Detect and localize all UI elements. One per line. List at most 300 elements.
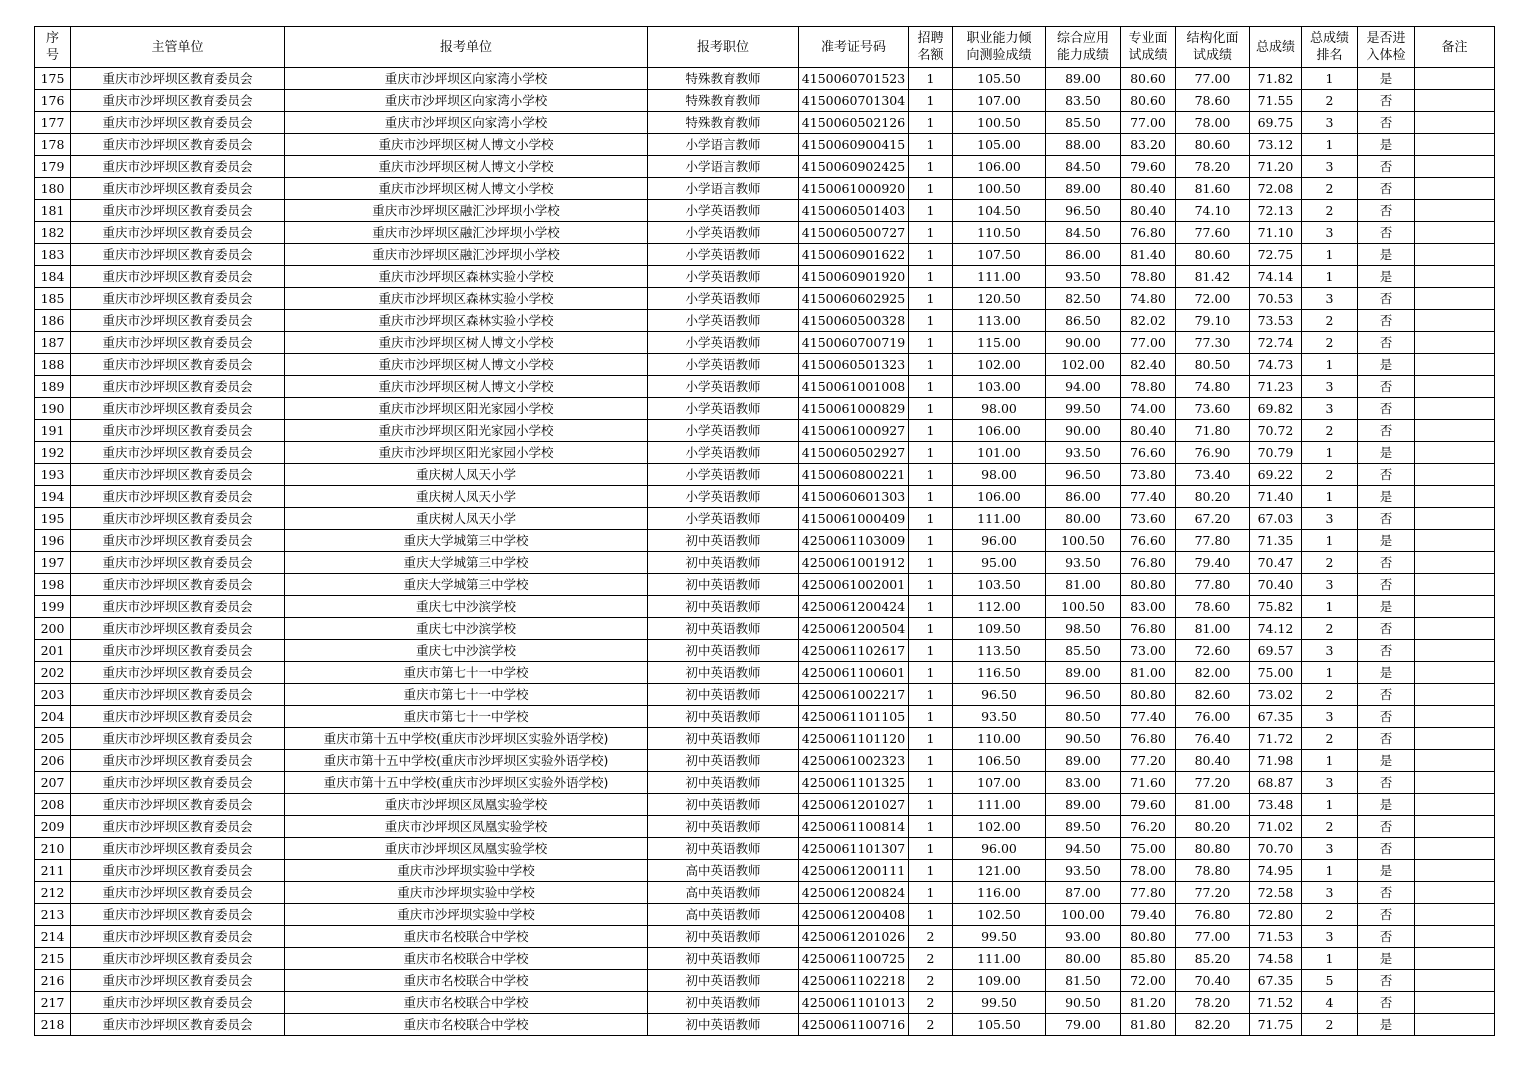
cell-unit: 重庆市沙坪坝区凤凰实验学校	[285, 794, 648, 816]
cell-remarks	[1415, 596, 1495, 618]
cell-total: 69.22	[1250, 464, 1302, 486]
cell-position: 小学英语教师	[648, 420, 799, 442]
cell-rank: 3	[1302, 574, 1358, 596]
cell-aptitude: 96.50	[953, 684, 1046, 706]
cell-professional-interview: 80.80	[1121, 926, 1176, 948]
cell-aptitude: 106.50	[953, 750, 1046, 772]
cell-ticket: 4250061100814	[799, 816, 909, 838]
cell-total: 71.53	[1250, 926, 1302, 948]
header-seq: 序 号	[35, 27, 71, 68]
cell-rank: 3	[1302, 882, 1358, 904]
cell-quota: 1	[909, 244, 953, 266]
cell-professional-interview: 73.00	[1121, 640, 1176, 662]
table-row	[35, 464, 1495, 486]
cell-aptitude: 120.50	[953, 288, 1046, 310]
cell-professional-interview: 71.60	[1121, 772, 1176, 794]
cell-structured-interview: 80.20	[1176, 486, 1250, 508]
cell-professional-interview: 80.60	[1121, 90, 1176, 112]
cell-remarks	[1415, 68, 1495, 90]
cell-comprehensive: 90.00	[1046, 420, 1121, 442]
cell-authority: 重庆市沙坪坝区教育委员会	[71, 200, 285, 222]
cell-professional-interview: 79.40	[1121, 904, 1176, 926]
cell-medical: 是	[1358, 948, 1415, 970]
cell-comprehensive: 96.50	[1046, 684, 1121, 706]
cell-seq: 175	[35, 68, 71, 90]
cell-professional-interview: 82.02	[1121, 310, 1176, 332]
cell-rank: 3	[1302, 508, 1358, 530]
cell-unit: 重庆市沙坪坝实验中学校	[285, 860, 648, 882]
cell-aptitude: 100.50	[953, 112, 1046, 134]
cell-unit: 重庆市沙坪坝区森林实验小学校	[285, 266, 648, 288]
cell-medical: 否	[1358, 200, 1415, 222]
cell-remarks	[1415, 926, 1495, 948]
table-row	[35, 574, 1495, 596]
cell-professional-interview: 78.00	[1121, 860, 1176, 882]
cell-structured-interview: 85.20	[1176, 948, 1250, 970]
cell-unit: 重庆大学城第三中学校	[285, 530, 648, 552]
cell-rank: 1	[1302, 948, 1358, 970]
cell-rank: 3	[1302, 156, 1358, 178]
cell-professional-interview: 73.80	[1121, 464, 1176, 486]
cell-seq: 183	[35, 244, 71, 266]
cell-remarks	[1415, 310, 1495, 332]
cell-medical: 否	[1358, 838, 1415, 860]
cell-total: 74.14	[1250, 266, 1302, 288]
cell-seq: 180	[35, 178, 71, 200]
header-ticket: 准考证号码	[799, 27, 909, 68]
cell-unit: 重庆市沙坪坝区阳光家园小学校	[285, 442, 648, 464]
cell-comprehensive: 100.50	[1046, 596, 1121, 618]
cell-authority: 重庆市沙坪坝区教育委员会	[71, 244, 285, 266]
cell-quota: 1	[909, 90, 953, 112]
cell-remarks	[1415, 398, 1495, 420]
cell-quota: 2	[909, 926, 953, 948]
cell-ticket: 4150061000829	[799, 398, 909, 420]
cell-aptitude: 106.00	[953, 420, 1046, 442]
cell-structured-interview: 78.20	[1176, 156, 1250, 178]
cell-ticket: 4250061101307	[799, 838, 909, 860]
cell-comprehensive: 90.50	[1046, 728, 1121, 750]
table-row	[35, 244, 1495, 266]
cell-structured-interview: 78.60	[1176, 90, 1250, 112]
cell-structured-interview: 76.90	[1176, 442, 1250, 464]
cell-rank: 3	[1302, 640, 1358, 662]
cell-comprehensive: 83.00	[1046, 772, 1121, 794]
cell-remarks	[1415, 706, 1495, 728]
cell-total: 70.47	[1250, 552, 1302, 574]
cell-total: 75.00	[1250, 662, 1302, 684]
cell-remarks	[1415, 992, 1495, 1014]
cell-quota: 1	[909, 178, 953, 200]
cell-total: 72.13	[1250, 200, 1302, 222]
cell-seq: 182	[35, 222, 71, 244]
cell-professional-interview: 81.20	[1121, 992, 1176, 1014]
cell-authority: 重庆市沙坪坝区教育委员会	[71, 706, 285, 728]
cell-total: 69.57	[1250, 640, 1302, 662]
cell-seq: 197	[35, 552, 71, 574]
table-row	[35, 376, 1495, 398]
cell-professional-interview: 81.00	[1121, 662, 1176, 684]
cell-aptitude: 111.00	[953, 508, 1046, 530]
cell-ticket: 4250061101013	[799, 992, 909, 1014]
cell-comprehensive: 96.50	[1046, 200, 1121, 222]
cell-rank: 1	[1302, 486, 1358, 508]
table-row	[35, 596, 1495, 618]
header-remarks: 备注	[1415, 27, 1495, 68]
cell-rank: 2	[1302, 1014, 1358, 1036]
cell-quota: 1	[909, 596, 953, 618]
cell-position: 小学英语教师	[648, 288, 799, 310]
cell-rank: 1	[1302, 244, 1358, 266]
cell-quota: 2	[909, 1014, 953, 1036]
cell-ticket: 4250061100716	[799, 1014, 909, 1036]
cell-total: 71.40	[1250, 486, 1302, 508]
cell-quota: 1	[909, 772, 953, 794]
cell-rank: 1	[1302, 596, 1358, 618]
cell-rank: 1	[1302, 266, 1358, 288]
score-table	[34, 26, 1495, 1036]
cell-ticket: 4250061002001	[799, 574, 909, 596]
cell-aptitude: 111.00	[953, 794, 1046, 816]
cell-remarks	[1415, 772, 1495, 794]
cell-unit: 重庆市沙坪坝区融汇沙坪坝小学校	[285, 200, 648, 222]
cell-professional-interview: 74.00	[1121, 398, 1176, 420]
cell-professional-interview: 81.40	[1121, 244, 1176, 266]
cell-remarks	[1415, 860, 1495, 882]
cell-medical: 否	[1358, 552, 1415, 574]
table-row	[35, 728, 1495, 750]
cell-remarks	[1415, 442, 1495, 464]
cell-quota: 1	[909, 134, 953, 156]
cell-unit: 重庆市沙坪坝区阳光家园小学校	[285, 420, 648, 442]
cell-total: 69.75	[1250, 112, 1302, 134]
cell-rank: 2	[1302, 310, 1358, 332]
cell-rank: 1	[1302, 354, 1358, 376]
cell-seq: 193	[35, 464, 71, 486]
cell-seq: 196	[35, 530, 71, 552]
cell-comprehensive: 93.50	[1046, 442, 1121, 464]
cell-structured-interview: 80.60	[1176, 244, 1250, 266]
cell-total: 70.72	[1250, 420, 1302, 442]
cell-authority: 重庆市沙坪坝区教育委员会	[71, 442, 285, 464]
cell-rank: 2	[1302, 200, 1358, 222]
cell-remarks	[1415, 816, 1495, 838]
cell-aptitude: 112.00	[953, 596, 1046, 618]
cell-seq: 178	[35, 134, 71, 156]
table-row	[35, 266, 1495, 288]
cell-ticket: 4250061100601	[799, 662, 909, 684]
cell-seq: 177	[35, 112, 71, 134]
cell-ticket: 4150060700719	[799, 332, 909, 354]
cell-structured-interview: 78.20	[1176, 992, 1250, 1014]
cell-position: 初中英语教师	[648, 772, 799, 794]
cell-authority: 重庆市沙坪坝区教育委员会	[71, 376, 285, 398]
cell-professional-interview: 76.60	[1121, 530, 1176, 552]
cell-unit: 重庆市沙坪坝区树人博文小学校	[285, 134, 648, 156]
cell-medical: 是	[1358, 442, 1415, 464]
cell-professional-interview: 77.20	[1121, 750, 1176, 772]
cell-rank: 2	[1302, 332, 1358, 354]
cell-professional-interview: 76.60	[1121, 442, 1176, 464]
table-row	[35, 112, 1495, 134]
cell-seq: 211	[35, 860, 71, 882]
cell-rank: 3	[1302, 112, 1358, 134]
cell-authority: 重庆市沙坪坝区教育委员会	[71, 178, 285, 200]
cell-professional-interview: 76.80	[1121, 728, 1176, 750]
table-row	[35, 816, 1495, 838]
cell-medical: 否	[1358, 464, 1415, 486]
cell-aptitude: 100.50	[953, 178, 1046, 200]
cell-aptitude: 101.00	[953, 442, 1046, 464]
cell-rank: 1	[1302, 794, 1358, 816]
cell-total: 71.35	[1250, 530, 1302, 552]
cell-medical: 是	[1358, 860, 1415, 882]
cell-medical: 否	[1358, 904, 1415, 926]
cell-rank: 3	[1302, 222, 1358, 244]
cell-quota: 1	[909, 706, 953, 728]
cell-medical: 否	[1358, 574, 1415, 596]
cell-seq: 218	[35, 1014, 71, 1036]
cell-ticket: 4150060800221	[799, 464, 909, 486]
cell-unit: 重庆市第七十一中学校	[285, 684, 648, 706]
cell-aptitude: 107.00	[953, 90, 1046, 112]
cell-seq: 192	[35, 442, 71, 464]
cell-medical: 否	[1358, 684, 1415, 706]
cell-authority: 重庆市沙坪坝区教育委员会	[71, 1014, 285, 1036]
cell-aptitude: 111.00	[953, 266, 1046, 288]
table-row	[35, 530, 1495, 552]
cell-ticket: 4250061101105	[799, 706, 909, 728]
table-row	[35, 882, 1495, 904]
cell-quota: 1	[909, 728, 953, 750]
cell-seq: 194	[35, 486, 71, 508]
cell-rank: 2	[1302, 904, 1358, 926]
cell-unit: 重庆市第十五中学校(重庆市沙坪坝区实验外语学校)	[285, 772, 648, 794]
cell-rank: 2	[1302, 618, 1358, 640]
cell-rank: 3	[1302, 772, 1358, 794]
cell-ticket: 4150060901622	[799, 244, 909, 266]
cell-seq: 185	[35, 288, 71, 310]
cell-aptitude: 98.00	[953, 464, 1046, 486]
table-row	[35, 750, 1495, 772]
cell-position: 初中英语教师	[648, 662, 799, 684]
cell-professional-interview: 82.40	[1121, 354, 1176, 376]
cell-authority: 重庆市沙坪坝区教育委员会	[71, 530, 285, 552]
cell-quota: 1	[909, 398, 953, 420]
cell-total: 73.48	[1250, 794, 1302, 816]
table-body	[35, 68, 1495, 1036]
cell-ticket: 4250061200424	[799, 596, 909, 618]
cell-authority: 重庆市沙坪坝区教育委员会	[71, 860, 285, 882]
cell-authority: 重庆市沙坪坝区教育委员会	[71, 992, 285, 1014]
cell-remarks	[1415, 904, 1495, 926]
cell-medical: 否	[1358, 112, 1415, 134]
cell-ticket: 4150061000409	[799, 508, 909, 530]
cell-quota: 1	[909, 552, 953, 574]
cell-quota: 1	[909, 574, 953, 596]
cell-quota: 1	[909, 640, 953, 662]
cell-unit: 重庆市第七十一中学校	[285, 662, 648, 684]
cell-comprehensive: 86.00	[1046, 244, 1121, 266]
cell-aptitude: 110.00	[953, 728, 1046, 750]
cell-professional-interview: 76.80	[1121, 222, 1176, 244]
cell-position: 初中英语教师	[648, 750, 799, 772]
cell-ticket: 4150060602925	[799, 288, 909, 310]
cell-position: 小学英语教师	[648, 354, 799, 376]
cell-remarks	[1415, 134, 1495, 156]
cell-authority: 重庆市沙坪坝区教育委员会	[71, 728, 285, 750]
cell-medical: 否	[1358, 178, 1415, 200]
cell-seq: 179	[35, 156, 71, 178]
cell-aptitude: 113.00	[953, 310, 1046, 332]
cell-structured-interview: 77.20	[1176, 882, 1250, 904]
cell-remarks	[1415, 882, 1495, 904]
cell-rank: 1	[1302, 68, 1358, 90]
cell-aptitude: 95.00	[953, 552, 1046, 574]
cell-unit: 重庆市沙坪坝区融汇沙坪坝小学校	[285, 244, 648, 266]
cell-professional-interview: 73.60	[1121, 508, 1176, 530]
cell-authority: 重庆市沙坪坝区教育委员会	[71, 816, 285, 838]
cell-seq: 195	[35, 508, 71, 530]
cell-ticket: 4250061200504	[799, 618, 909, 640]
cell-authority: 重庆市沙坪坝区教育委员会	[71, 794, 285, 816]
cell-seq: 189	[35, 376, 71, 398]
cell-structured-interview: 67.20	[1176, 508, 1250, 530]
cell-quota: 1	[909, 618, 953, 640]
cell-ticket: 4150061000927	[799, 420, 909, 442]
cell-medical: 是	[1358, 68, 1415, 90]
cell-remarks	[1415, 530, 1495, 552]
cell-authority: 重庆市沙坪坝区教育委员会	[71, 596, 285, 618]
cell-total: 74.58	[1250, 948, 1302, 970]
cell-unit: 重庆市沙坪坝区凤凰实验学校	[285, 816, 648, 838]
cell-authority: 重庆市沙坪坝区教育委员会	[71, 464, 285, 486]
cell-total: 71.72	[1250, 728, 1302, 750]
cell-unit: 重庆市沙坪坝区森林实验小学校	[285, 288, 648, 310]
cell-authority: 重庆市沙坪坝区教育委员会	[71, 618, 285, 640]
table-row	[35, 662, 1495, 684]
cell-rank: 3	[1302, 706, 1358, 728]
cell-ticket: 4250061100725	[799, 948, 909, 970]
cell-remarks	[1415, 90, 1495, 112]
cell-medical: 是	[1358, 530, 1415, 552]
cell-unit: 重庆树人凤天小学	[285, 508, 648, 530]
cell-remarks	[1415, 684, 1495, 706]
cell-quota: 1	[909, 750, 953, 772]
cell-comprehensive: 86.00	[1046, 486, 1121, 508]
cell-quota: 1	[909, 486, 953, 508]
cell-remarks	[1415, 420, 1495, 442]
cell-comprehensive: 89.00	[1046, 662, 1121, 684]
cell-position: 小学英语教师	[648, 376, 799, 398]
cell-medical: 否	[1358, 728, 1415, 750]
cell-structured-interview: 74.10	[1176, 200, 1250, 222]
cell-medical: 是	[1358, 486, 1415, 508]
cell-position: 小学英语教师	[648, 332, 799, 354]
cell-position: 特殊教育教师	[648, 112, 799, 134]
cell-seq: 191	[35, 420, 71, 442]
cell-unit: 重庆市沙坪坝区融汇沙坪坝小学校	[285, 222, 648, 244]
cell-position: 初中英语教师	[648, 970, 799, 992]
cell-total: 71.52	[1250, 992, 1302, 1014]
cell-medical: 是	[1358, 662, 1415, 684]
table-row	[35, 992, 1495, 1014]
table-row	[35, 134, 1495, 156]
table-row	[35, 618, 1495, 640]
cell-quota: 1	[909, 266, 953, 288]
cell-ticket: 4150060900415	[799, 134, 909, 156]
cell-comprehensive: 93.50	[1046, 860, 1121, 882]
cell-seq: 202	[35, 662, 71, 684]
cell-unit: 重庆市名校联合中学校	[285, 992, 648, 1014]
cell-seq: 186	[35, 310, 71, 332]
cell-comprehensive: 88.00	[1046, 134, 1121, 156]
cell-aptitude: 113.50	[953, 640, 1046, 662]
cell-comprehensive: 89.50	[1046, 816, 1121, 838]
cell-remarks	[1415, 948, 1495, 970]
cell-total: 70.79	[1250, 442, 1302, 464]
cell-quota: 1	[909, 112, 953, 134]
cell-position: 小学英语教师	[648, 486, 799, 508]
table-row	[35, 640, 1495, 662]
cell-position: 初中英语教师	[648, 684, 799, 706]
cell-total: 71.23	[1250, 376, 1302, 398]
cell-medical: 否	[1358, 90, 1415, 112]
cell-professional-interview: 80.60	[1121, 68, 1176, 90]
cell-seq: 208	[35, 794, 71, 816]
cell-position: 初中英语教师	[648, 948, 799, 970]
cell-ticket: 4150060902425	[799, 156, 909, 178]
cell-unit: 重庆市名校联合中学校	[285, 926, 648, 948]
cell-ticket: 4250061101120	[799, 728, 909, 750]
cell-remarks	[1415, 112, 1495, 134]
cell-comprehensive: 94.50	[1046, 838, 1121, 860]
cell-total: 73.02	[1250, 684, 1302, 706]
table-row	[35, 860, 1495, 882]
cell-quota: 1	[909, 442, 953, 464]
cell-ticket: 4150060502927	[799, 442, 909, 464]
table-row	[35, 1014, 1495, 1036]
cell-structured-interview: 81.00	[1176, 794, 1250, 816]
cell-comprehensive: 90.50	[1046, 992, 1121, 1014]
cell-remarks	[1415, 464, 1495, 486]
cell-medical: 否	[1358, 992, 1415, 1014]
cell-ticket: 4250061201026	[799, 926, 909, 948]
cell-medical: 否	[1358, 376, 1415, 398]
cell-medical: 否	[1358, 420, 1415, 442]
cell-rank: 2	[1302, 684, 1358, 706]
cell-structured-interview: 77.60	[1176, 222, 1250, 244]
cell-structured-interview: 77.20	[1176, 772, 1250, 794]
cell-unit: 重庆市沙坪坝区树人博文小学校	[285, 332, 648, 354]
cell-rank: 1	[1302, 134, 1358, 156]
cell-remarks	[1415, 486, 1495, 508]
cell-structured-interview: 78.60	[1176, 596, 1250, 618]
cell-professional-interview: 75.00	[1121, 838, 1176, 860]
table-row	[35, 222, 1495, 244]
cell-comprehensive: 82.50	[1046, 288, 1121, 310]
cell-position: 初中英语教师	[648, 838, 799, 860]
cell-aptitude: 99.50	[953, 926, 1046, 948]
header-medical: 是否进 入体检	[1358, 27, 1415, 68]
cell-seq: 205	[35, 728, 71, 750]
cell-total: 71.82	[1250, 68, 1302, 90]
table-row	[35, 970, 1495, 992]
cell-unit: 重庆市沙坪坝区树人博文小学校	[285, 178, 648, 200]
cell-professional-interview: 77.80	[1121, 882, 1176, 904]
cell-remarks	[1415, 618, 1495, 640]
cell-ticket: 4150061000920	[799, 178, 909, 200]
